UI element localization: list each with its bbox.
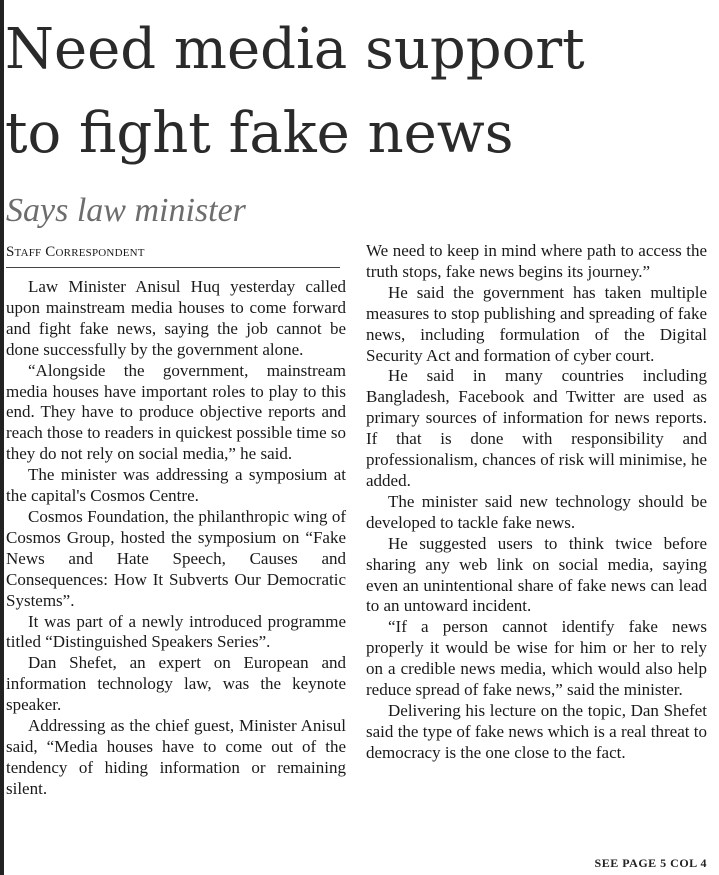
byline: Staff Correspondent	[6, 243, 340, 268]
paragraph: Addressing as the chief guest, Minister Anisul said, “Media houses have to come out of the tendency of hiding information or remaining silent.	[6, 716, 346, 798]
paragraph: “Alongside the government, mainstream media houses have important roles to play to this end. They have to produce objective reports and reach those to readers in quickest possible time so they do not rely on social media,” he said.	[6, 360, 346, 464]
subheadline: Says law minister	[6, 192, 246, 229]
article-column-left	[6, 277, 346, 800]
paragraph: He suggested users to think twice before sharing any web link on social media, saying even an unintentional share of fake news can lead to an untoward incident.	[366, 533, 707, 616]
paragraph: He said the government has taken multiple measures to stop publishing and spreading of fake news, including formulation of the Digital Security Act and formation of cyber court.	[366, 282, 707, 365]
paragraph: “If a person cannot identify fake news properly it would be wise for him or her to rely on a credible news media, which would also help reduce spread of fake news,” said the minister.	[366, 617, 707, 700]
headline	[5, 8, 715, 176]
continued-on-page-label: SEE PAGE 5 COL 4	[594, 856, 707, 870]
headline-line-1: Need media support	[5, 17, 585, 82]
paragraph-continued: We need to keep in mind where path to access the truth stops, fake news begins its journey.”	[366, 241, 707, 281]
paragraph: Dan Shefet, an expert on European and information technology law, was the keynote speaker.	[6, 653, 346, 715]
article-column-right	[366, 241, 707, 764]
paragraph: He said in many countries including Bangladesh, Facebook and Twitter are used as primary sources of information for news reports. If that is done with responsibility and professionalism, chances of risk will minimise, he added.	[366, 366, 707, 490]
paragraph: Law Minister Anisul Huq yesterday called upon mainstream media houses to come forward and fight fake news, saying the job cannot be done successfully by the government alone.	[6, 277, 346, 359]
paragraph: Delivering his lecture on the topic, Dan Shefet said the type of fake news which is a real threat to democracy is the one close to the fact.	[366, 700, 707, 762]
paragraph: The minister said new technology should be developed to tackle fake news.	[366, 491, 707, 532]
paragraph: The minister was addressing a symposium at the capital's Cosmos Centre.	[6, 465, 346, 506]
paragraph: It was part of a newly introduced programme titled “Distinguished Speakers Series”.	[6, 611, 346, 652]
paragraph: Cosmos Foundation, the philanthropic wing of Cosmos Group, hosted the symposium on “Fake News and Hate Speech, Causes and Consequences: How It Subverts Our Democratic Systems”.	[6, 506, 346, 610]
headline-line-2: to fight fake news	[5, 101, 514, 166]
column-rule	[0, 0, 4, 875]
